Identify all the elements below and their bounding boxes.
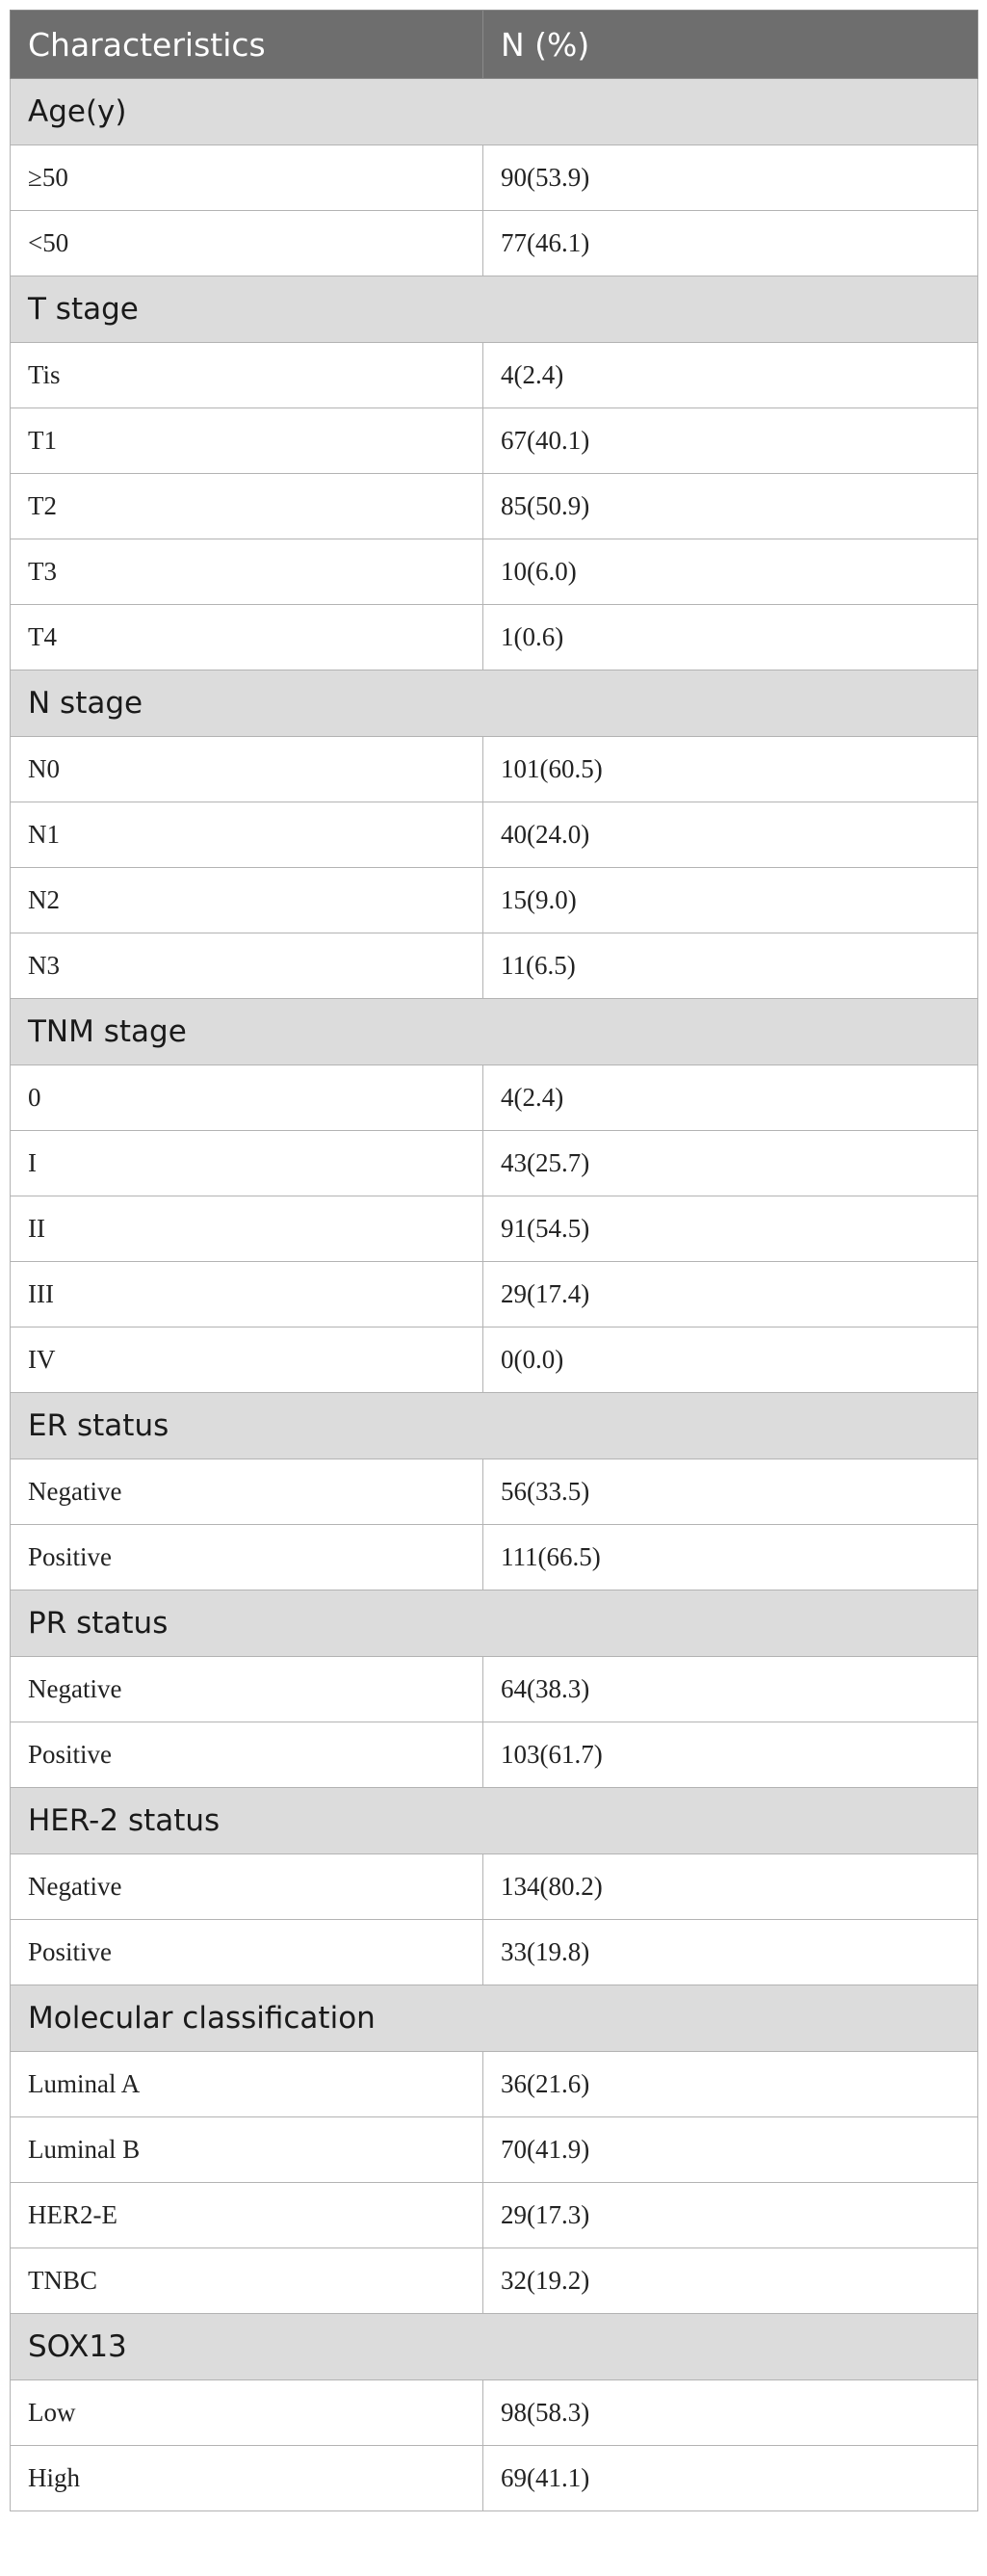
table-row xyxy=(11,1920,978,1985)
header-row xyxy=(11,11,978,79)
row-count-percent: 33(19.8) xyxy=(483,1920,978,1985)
row-count-percent: 4(2.4) xyxy=(483,343,978,408)
row-count-percent: 103(61.7) xyxy=(483,1722,978,1788)
group-label: ER status xyxy=(11,1393,978,1459)
row-count-percent: 15(9.0) xyxy=(483,868,978,933)
row-count-percent: 10(6.0) xyxy=(483,539,978,605)
row-characteristic: High xyxy=(11,2446,483,2511)
table-row xyxy=(11,145,978,211)
row-count-percent: 85(50.9) xyxy=(483,474,978,539)
table-row xyxy=(11,474,978,539)
row-count-percent: 32(19.2) xyxy=(483,2248,978,2314)
table-row xyxy=(11,1657,978,1722)
table-body xyxy=(11,79,978,2511)
table-row xyxy=(11,408,978,474)
group-row xyxy=(11,1788,978,1854)
row-characteristic: TNBC xyxy=(11,2248,483,2314)
group-label: TNM stage xyxy=(11,999,978,1065)
table-header xyxy=(11,11,978,79)
row-count-percent: 29(17.3) xyxy=(483,2183,978,2248)
row-count-percent: 90(53.9) xyxy=(483,145,978,211)
row-characteristic: Tis xyxy=(11,343,483,408)
row-characteristic: Negative xyxy=(11,1657,483,1722)
table-row xyxy=(11,1525,978,1590)
row-characteristic: Low xyxy=(11,2380,483,2446)
group-row xyxy=(11,276,978,343)
table-row xyxy=(11,2117,978,2183)
table-row xyxy=(11,539,978,605)
table-row xyxy=(11,1854,978,1920)
row-count-percent: 4(2.4) xyxy=(483,1065,978,1131)
table-row xyxy=(11,605,978,670)
row-characteristic: ≥50 xyxy=(11,145,483,211)
table-row xyxy=(11,933,978,999)
row-count-percent: 11(6.5) xyxy=(483,933,978,999)
row-count-percent: 67(40.1) xyxy=(483,408,978,474)
table-row xyxy=(11,343,978,408)
row-count-percent: 69(41.1) xyxy=(483,2446,978,2511)
row-count-percent: 134(80.2) xyxy=(483,1854,978,1920)
row-characteristic: N2 xyxy=(11,868,483,933)
table-row xyxy=(11,1459,978,1525)
row-characteristic: T2 xyxy=(11,474,483,539)
row-characteristic: Positive xyxy=(11,1920,483,1985)
characteristics-table-container xyxy=(10,10,977,2511)
row-characteristic: Luminal A xyxy=(11,2052,483,2117)
table-row xyxy=(11,1722,978,1788)
row-count-percent: 101(60.5) xyxy=(483,737,978,802)
row-characteristic: Negative xyxy=(11,1854,483,1920)
table-row xyxy=(11,1131,978,1196)
group-label: N stage xyxy=(11,670,978,737)
row-characteristic: Luminal B xyxy=(11,2117,483,2183)
group-row xyxy=(11,999,978,1065)
group-row xyxy=(11,79,978,145)
row-characteristic: N1 xyxy=(11,802,483,868)
row-characteristic: Positive xyxy=(11,1525,483,1590)
row-characteristic: T4 xyxy=(11,605,483,670)
row-characteristic: N3 xyxy=(11,933,483,999)
row-characteristic: N0 xyxy=(11,737,483,802)
header-n-percent: N (%) xyxy=(483,11,978,79)
row-characteristic: III xyxy=(11,1262,483,1327)
table-row xyxy=(11,1065,978,1131)
row-characteristic: HER2-E xyxy=(11,2183,483,2248)
table-row xyxy=(11,2380,978,2446)
header-characteristics: Characteristics xyxy=(11,11,483,79)
row-count-percent: 40(24.0) xyxy=(483,802,978,868)
group-row xyxy=(11,2314,978,2380)
group-row xyxy=(11,1985,978,2052)
group-row xyxy=(11,1393,978,1459)
table-row xyxy=(11,2248,978,2314)
row-count-percent: 43(25.7) xyxy=(483,1131,978,1196)
row-count-percent: 98(58.3) xyxy=(483,2380,978,2446)
group-row xyxy=(11,670,978,737)
row-count-percent: 111(66.5) xyxy=(483,1525,978,1590)
row-count-percent: 29(17.4) xyxy=(483,1262,978,1327)
table-row xyxy=(11,2183,978,2248)
characteristics-table xyxy=(10,10,978,2511)
group-label: SOX13 xyxy=(11,2314,978,2380)
table-row xyxy=(11,868,978,933)
table-row xyxy=(11,1262,978,1327)
row-characteristic: II xyxy=(11,1196,483,1262)
table-row xyxy=(11,737,978,802)
table-row xyxy=(11,2446,978,2511)
group-label: T stage xyxy=(11,276,978,343)
row-characteristic: T1 xyxy=(11,408,483,474)
table-row xyxy=(11,1196,978,1262)
table-row xyxy=(11,802,978,868)
group-label: PR status xyxy=(11,1590,978,1657)
row-characteristic: Negative xyxy=(11,1459,483,1525)
group-label: Age(y) xyxy=(11,79,978,145)
table-row xyxy=(11,1327,978,1393)
group-label: Molecular classification xyxy=(11,1985,978,2052)
group-row xyxy=(11,1590,978,1657)
row-count-percent: 36(21.6) xyxy=(483,2052,978,2117)
row-characteristic: <50 xyxy=(11,211,483,276)
table-row xyxy=(11,2052,978,2117)
row-count-percent: 64(38.3) xyxy=(483,1657,978,1722)
row-characteristic: IV xyxy=(11,1327,483,1393)
row-characteristic: T3 xyxy=(11,539,483,605)
row-count-percent: 70(41.9) xyxy=(483,2117,978,2183)
row-count-percent: 1(0.6) xyxy=(483,605,978,670)
row-count-percent: 56(33.5) xyxy=(483,1459,978,1525)
row-characteristic: Positive xyxy=(11,1722,483,1788)
row-count-percent: 77(46.1) xyxy=(483,211,978,276)
row-count-percent: 91(54.5) xyxy=(483,1196,978,1262)
group-label: HER-2 status xyxy=(11,1788,978,1854)
row-count-percent: 0(0.0) xyxy=(483,1327,978,1393)
row-characteristic: 0 xyxy=(11,1065,483,1131)
table-row xyxy=(11,211,978,276)
row-characteristic: I xyxy=(11,1131,483,1196)
